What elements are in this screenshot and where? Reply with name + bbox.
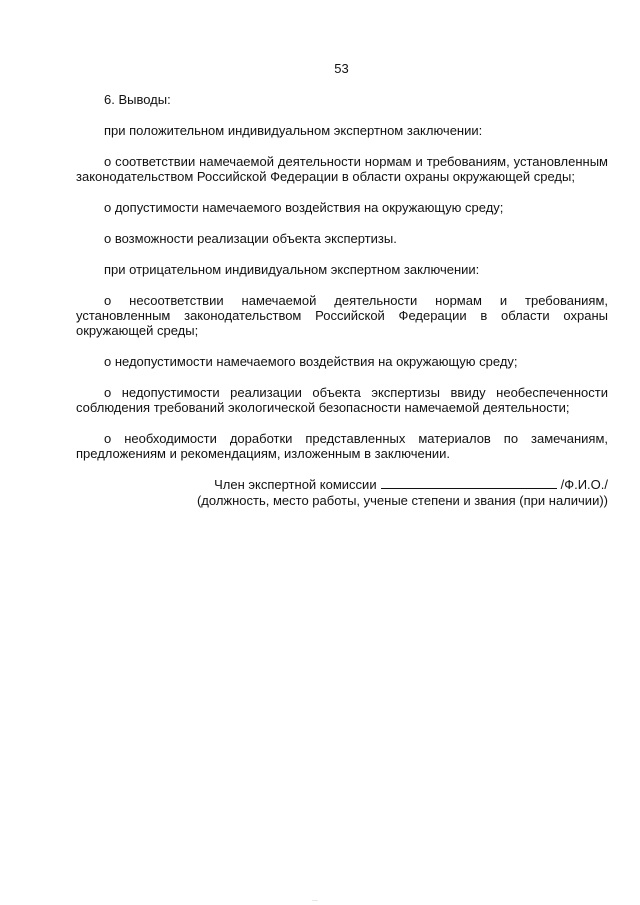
paragraph: о недопустимости реализации объекта экспертизы ввиду необеспеченности соблюдения требований экологической безопасности намечаемой деятельности; [76,385,608,415]
signature-block [76,477,608,509]
paragraph: о допустимости намечаемого воздействия на окружающую среду; [104,200,504,215]
signature-line [76,477,608,493]
paragraph: о необходимости доработки представленных материалов по замечаниям, предложениям и рекомендациям, изложенным в заключении. [76,431,608,461]
paragraph: о возможности реализации объекта экспертизы. [104,231,397,246]
document-body [76,92,608,509]
paragraph: о недопустимости намечаемого воздействия на окружающую среду; [104,354,518,369]
footer-mark: ... [312,896,318,903]
signature-name-placeholder: /Ф.И.О./ [560,477,608,492]
paragraph: при положительном индивидуальном экспертном заключении: [104,123,483,138]
signature-label: Член экспертной комиссии [214,477,377,492]
section-heading: 6. Выводы: [104,92,171,107]
paragraph: о несоответствии намечаемой деятельности нормам и требованиям, установленным законодательством Российской Федерации в области охраны окружающей среды; [76,293,608,338]
paragraph: при отрицательном индивидуальном экспертном заключении: [104,262,480,277]
page-number: 53 [334,61,349,76]
signature-blank [381,477,557,489]
signature-details: (должность, место работы, ученые степени и звания (при наличии)) [196,493,608,508]
paragraph: о соответствии намечаемой деятельности нормам и требованиям, установленным законодательством Российской Федерации в области охраны окружающей среды; [76,154,608,184]
